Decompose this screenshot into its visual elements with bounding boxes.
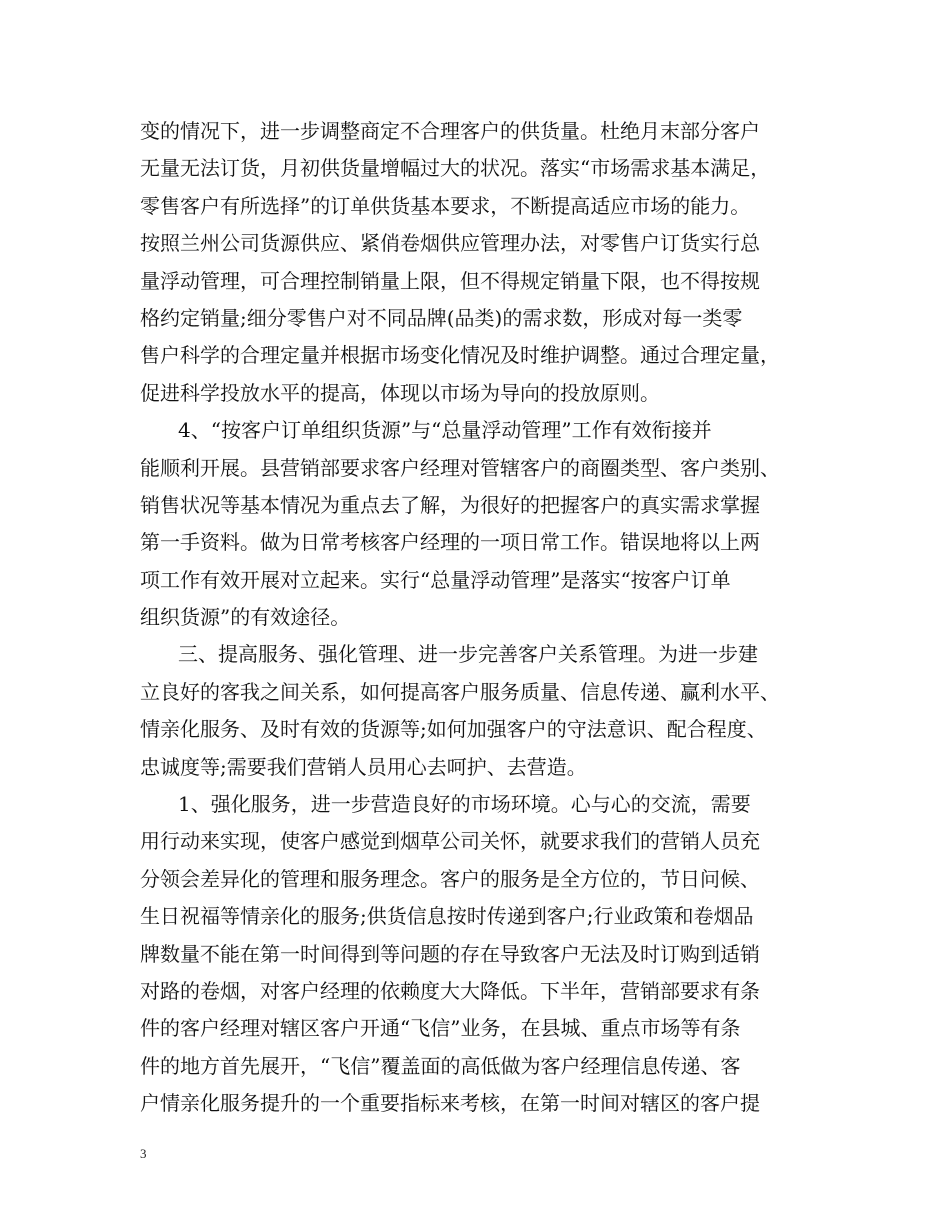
text-line: 促进科学投放水平的提高，体现以市场为导向的投放原则。 xyxy=(140,380,660,405)
text-line: 户情亲化服务提升的一个重要指标来考核，在第一时间对辖区的客户提 xyxy=(140,1091,760,1116)
text-line: 件的客户经理对辖区客户开通“飞信”业务，在县城、重点市场等有条 xyxy=(140,1016,741,1041)
text-line: 对路的卷烟，对客户经理的依赖度大大降低。下半年，营销部要求有条 xyxy=(140,978,760,1003)
text-line: 用行动来实现，使客户感觉到烟草公司关怀，就要求我们的营销人员充 xyxy=(140,829,760,854)
text-line: 售户科学的合理定量并根据市场变化情况及时维护调整。通过合理定量， xyxy=(140,343,780,368)
text-line: 格约定销量;细分零售户对不同品牌(品类)的需求数，形成对每一类零 xyxy=(140,305,743,330)
text-line: 变的情况下，进一步调整商定不合理客户的供货量。杜绝月末部分客户 xyxy=(140,119,760,143)
text-line: 项工作有效开展对立起来。实行“总量浮动管理”是落实“按客户订单 xyxy=(140,567,731,592)
text-line: 按照兰州公司货源供应、紧俏卷烟供应管理办法，对零售户订货实行总 xyxy=(140,231,760,256)
text-line: 能顺利开展。县营销部要求客户经理对管辖客户的商圈类型、客户类别、 xyxy=(140,455,780,480)
paragraph-first-line: 4、“按客户订单组织货源”与“总量浮动管理”工作有效衔接并 xyxy=(178,418,712,443)
text-line: 组织货源”的有效途径。 xyxy=(140,605,351,630)
text-line: 第一手资料。做为日常考核客户经理的一项日常工作。错误地将以上两 xyxy=(140,530,760,555)
text-line: 牌数量不能在第一时间得到等问题的存在导致客户无法及时订购到适销 xyxy=(140,941,760,966)
text-line: 件的地方首先展开，“飞信”覆盖面的高低做为客户经理信息传递、客 xyxy=(140,1053,741,1078)
text-line: 忠诚度等;需要我们营销人员用心去呵护、去营造。 xyxy=(140,754,587,779)
text-line: 立良好的客我之间关系，如何提高客户服务质量、信息传递、赢利水平、 xyxy=(140,679,780,704)
text-line: 量浮动管理，可合理控制销量上限，但不得规定销量下限，也不得按规 xyxy=(140,268,760,293)
text-line: 分领会差异化的管理和服务理念。客户的服务是全方位的，节日问候、 xyxy=(140,866,760,891)
text-line: 销售状况等基本情况为重点去了解，为很好的把握客户的真实需求掌握 xyxy=(140,492,760,517)
paragraph-first-line: 1、强化服务，进一步营造良好的市场环境。心与心的交流，需要 xyxy=(178,792,751,817)
body-text xyxy=(140,113,820,1123)
text-line: 生日祝福等情亲化的服务;供货信息按时传递到客户;行业政策和卷烟品 xyxy=(140,904,754,929)
page-number: 3 xyxy=(140,1146,147,1161)
text-line: 零售客户有所选择”的订单供货基本要求，不断提高适应市场的能力。 xyxy=(140,193,751,218)
paragraph-first-line: 三、提高服务、强化管理、进一步完善客户关系管理。为进一步建 xyxy=(178,642,758,667)
text-line: 情亲化服务、及时有效的货源等;如何加强客户的守法意识、配合程度、 xyxy=(140,717,767,742)
text-line: 无量无法订货，月初供货量增幅过大的状况。落实“市场需求基本满足， xyxy=(140,156,771,181)
